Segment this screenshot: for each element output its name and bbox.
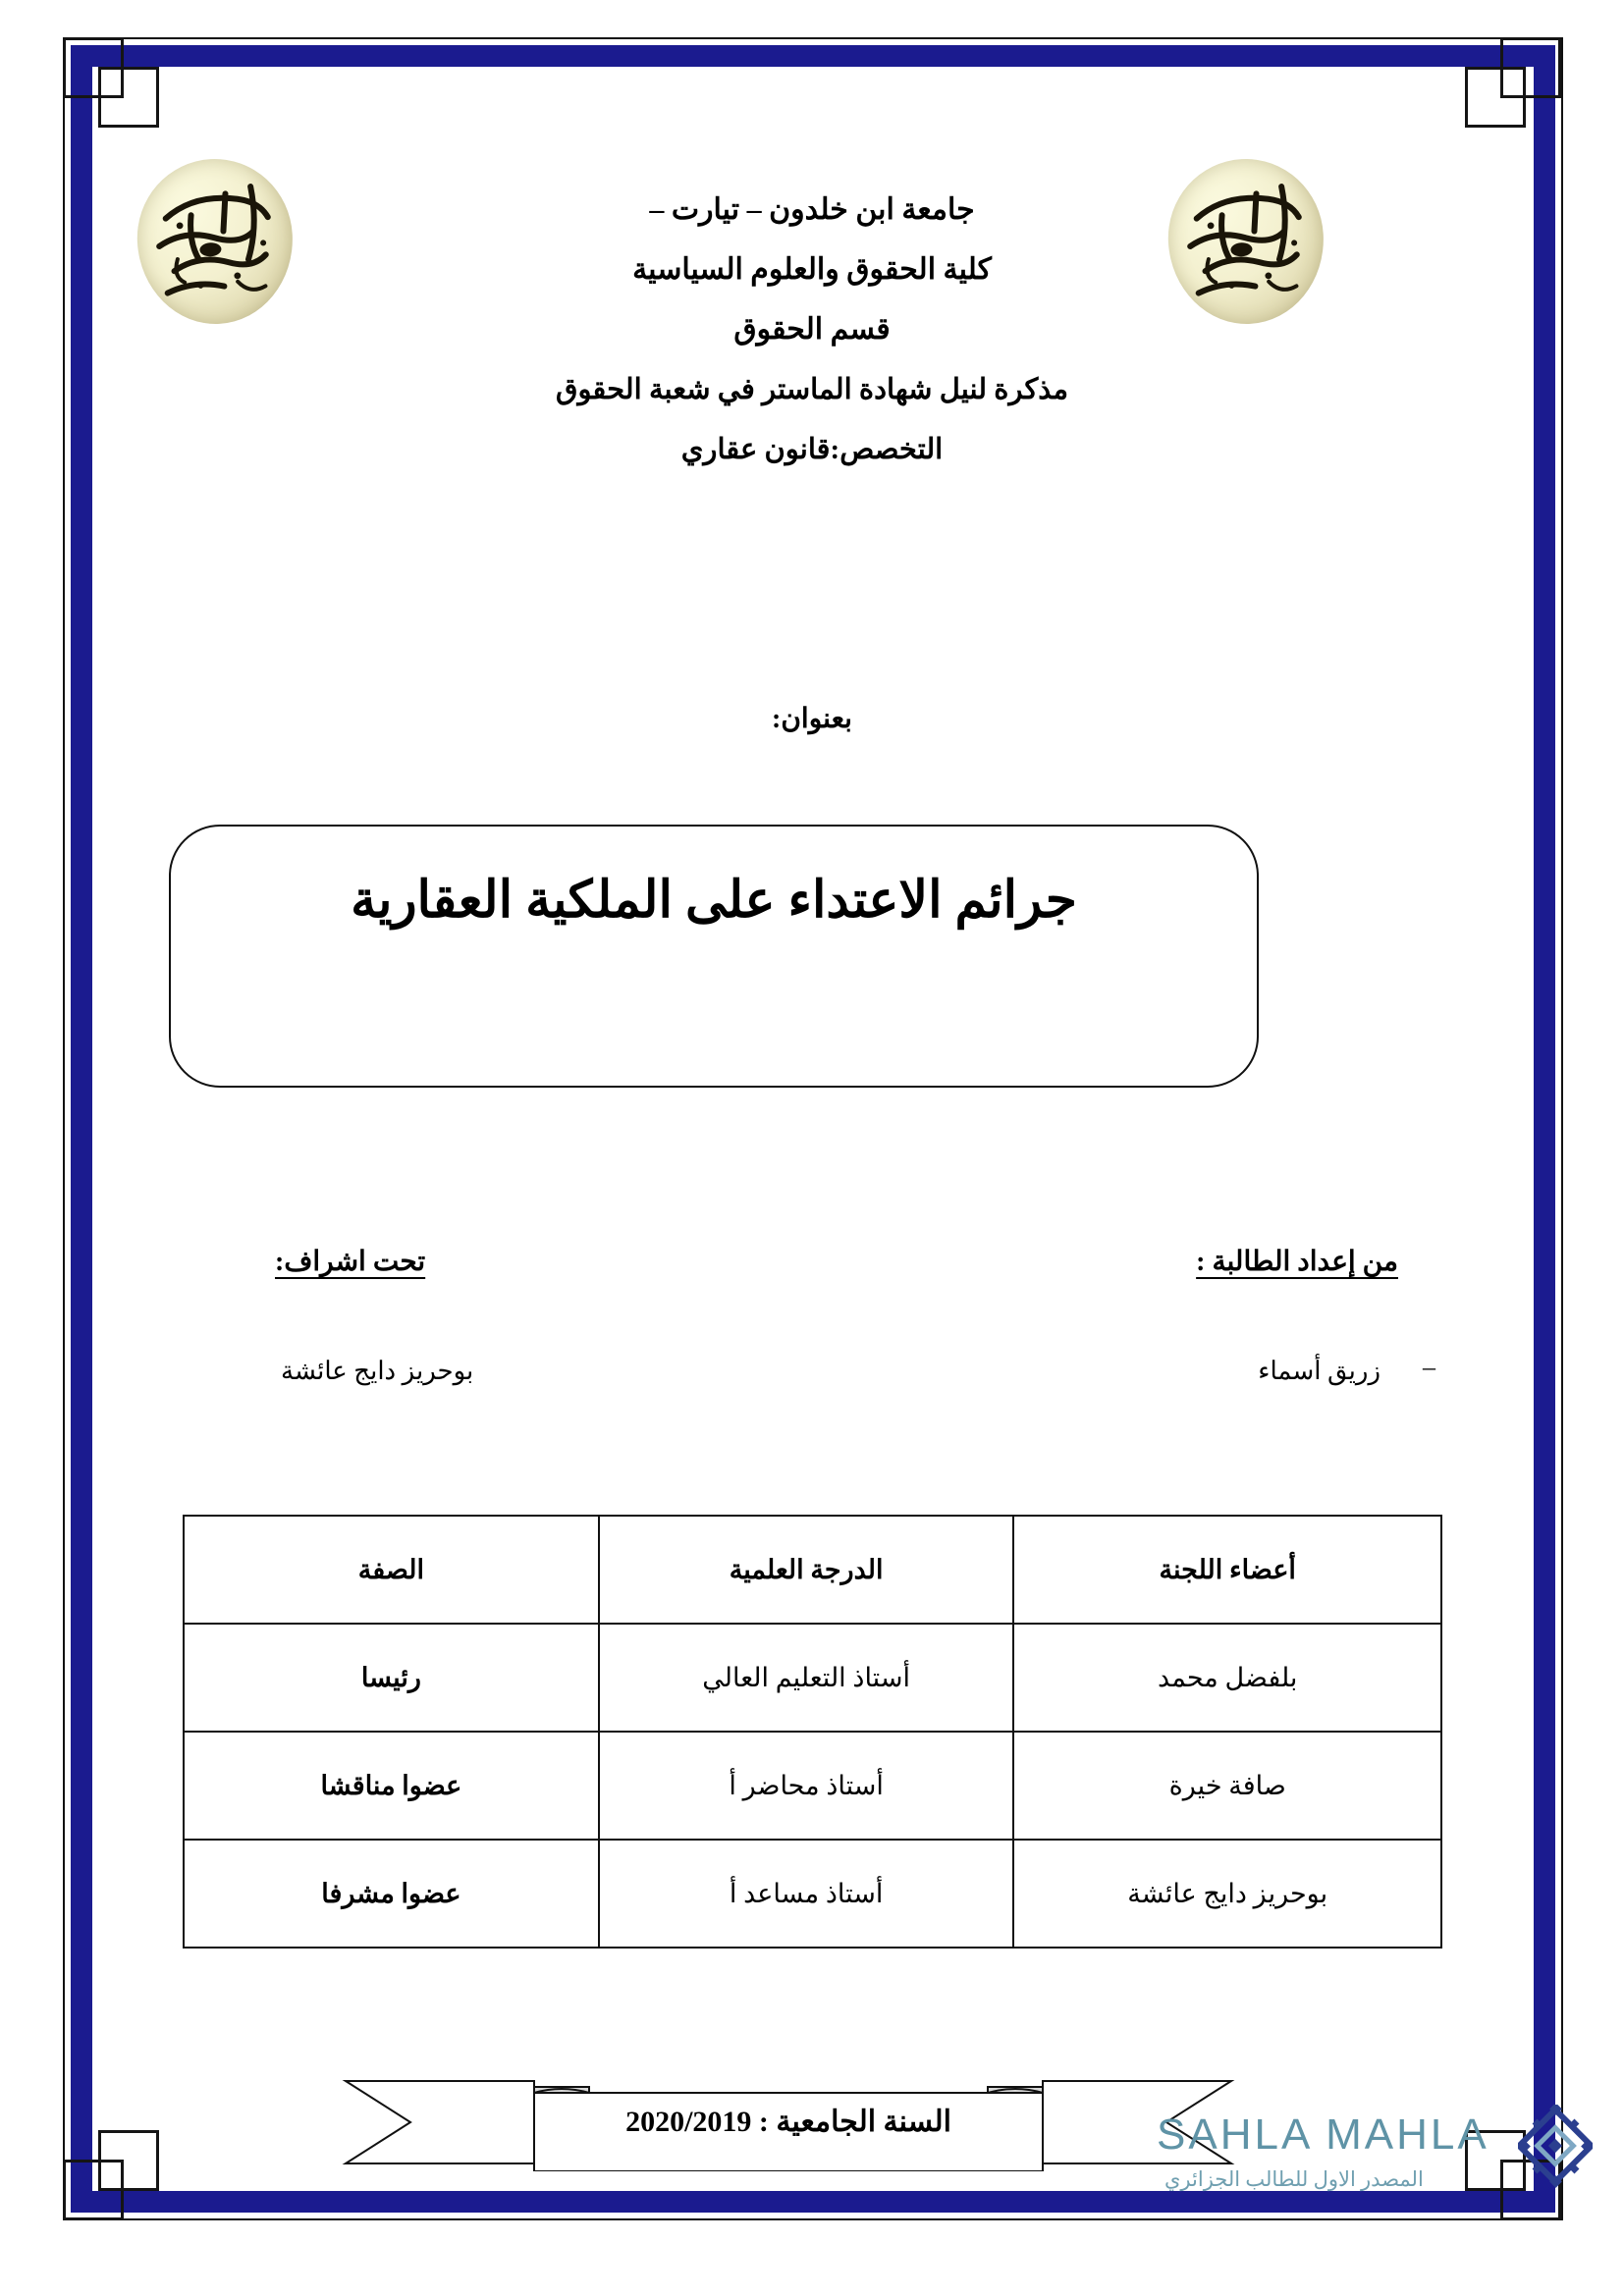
faculty-name: كلية الحقوق والعلوم السياسية [632,253,992,286]
border-band-left [71,45,92,2213]
table-header-row [184,1516,1441,1624]
student-bullet: – [1423,1353,1435,1381]
table-row [184,1624,1441,1732]
border-band-right [1534,45,1555,2213]
jury-member-grade: أستاذ محاضر أ [599,1732,1014,1840]
academic-year: السنة الجامعية : 2020/2019 [625,2106,951,2138]
university-logo-left [134,155,298,328]
jury-table [183,1515,1442,1949]
supervisor-name: بوحريز دايج عائشة [281,1357,474,1385]
corner-ornament-tl-b [98,67,159,128]
corner-ornament-bl-b [98,2130,159,2191]
academic-year-ribbon [342,2024,1235,2171]
border-band-top [71,45,1555,67]
jury-member-role: عضوا مشرفا [184,1840,599,1948]
jury-member-name: بوحريز دايج عائشة [1013,1840,1441,1948]
university-name: جامعة ابن خلدون – تيارت – [649,193,975,226]
jury-member-name: بلفضل محمد [1013,1624,1441,1732]
jury-member-grade: أستاذ التعليم العالي [599,1624,1014,1732]
column-header-grade: الدرجة العلمية [599,1516,1014,1624]
column-header-role: الصفة [184,1516,599,1624]
jury-member-role: رئيسا [184,1624,599,1732]
table-row [184,1840,1441,1948]
jury-member-role: عضوا مناقشا [184,1732,599,1840]
institution-header [321,192,1303,466]
watermark-tagline: المصدر الاول للطالب الجزائري [1164,2167,1424,2191]
student-name: زريق أسماء [1258,1357,1380,1385]
jury-member-grade: أستاذ مساعد أ [599,1840,1014,1948]
student-label: من إعداد الطالبة : [1196,1247,1398,1277]
thesis-title: جرائم الاعتداء على الملكية العقارية [351,873,1077,929]
degree-statement: مذكرة لنيل شهادة الماستر في شعبة الحقوق [555,374,1069,405]
corner-ornament-tr-b [1465,67,1526,128]
department-name: قسم الحقوق [733,313,891,346]
supervisor-label: تحت اشراف: [275,1247,426,1277]
table-row [184,1732,1441,1840]
jury-member-name: صافة خيرة [1013,1732,1441,1840]
site-watermark [1157,2101,1589,2218]
thesis-title-box [169,825,1259,1088]
column-header-members: أعضاء اللجنة [1013,1516,1441,1624]
diamond-lattice-icon [1518,2105,1593,2200]
title-intro-label: بعنوان: [772,704,852,734]
specialization: التخصص:قانون عقاري [680,434,944,465]
watermark-brand: SAHLA MAHLA [1157,2110,1489,2159]
